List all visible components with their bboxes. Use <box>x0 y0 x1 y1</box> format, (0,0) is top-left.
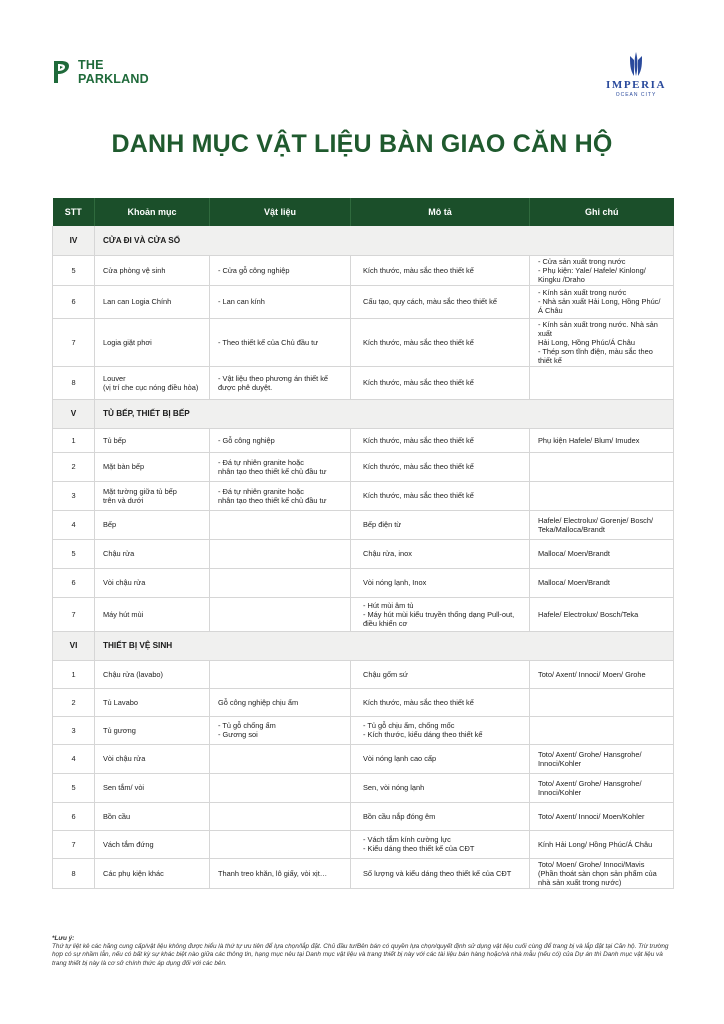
cell-stt: 6 <box>53 802 95 830</box>
section-name: TỦ BẾP, THIẾT BỊ BẾP <box>95 399 674 428</box>
cell-note: - Kính sản xuất trong nước. Nhà sản xuất Hải Long, Hồng Phúc/Á Châu - Thép sơn tĩnh điện, màu sắc theo thiết kế <box>530 318 674 366</box>
cell-item: Máy hút mùi <box>95 597 210 631</box>
cell-note: Toto/ Axent/ Innoci/ Moen/Kohler <box>530 802 674 830</box>
section-name: CỬA ĐI VÀ CỬA SỔ <box>95 226 674 255</box>
cell-material: Thanh treo khăn, lô giấy, vòi xịt… <box>210 858 351 888</box>
table-row <box>53 255 674 285</box>
cell-note: Phụ kiện Hafele/ Blum/ Imudex <box>530 428 674 452</box>
cell-material: - Đá tự nhiên granite hoặc nhân tạo theo thiết kế chủ đầu tư <box>210 481 351 510</box>
table-row <box>53 773 674 802</box>
cell-stt: 8 <box>53 858 95 888</box>
cell-item: Chậu rửa <box>95 539 210 568</box>
cell-stt: 1 <box>53 428 95 452</box>
cell-stt: 5 <box>53 255 95 285</box>
cell-material: - Theo thiết kế của Chủ đầu tư <box>210 318 351 366</box>
cell-note: Toto/ Moen/ Grohe/ Innoci/Mavis (Phần thoát sàn chọn sản phẩm của nhà sản xuất trong nước) <box>530 858 674 888</box>
cell-material <box>210 660 351 688</box>
cell-description: - Tủ gỗ chịu ẩm, chống mốc - Kích thước, kiểu dáng theo thiết kế <box>351 716 530 744</box>
cell-item: Louver (vị trí che cục nóng điều hòa) <box>95 366 210 399</box>
cell-description: Kích thước, màu sắc theo thiết kế <box>351 255 530 285</box>
table-body <box>53 226 674 888</box>
cell-description: Kích thước, màu sắc theo thiết kế <box>351 688 530 716</box>
cell-material: - Đá tự nhiên granite hoặc nhân tạo theo thiết kế chủ đầu tư <box>210 452 351 481</box>
cell-description: Kích thước, màu sắc theo thiết kế <box>351 452 530 481</box>
cell-description: Bếp điện từ <box>351 510 530 539</box>
cell-note <box>530 716 674 744</box>
table-header-row <box>53 198 674 226</box>
table-row <box>53 744 674 773</box>
cell-description: Kích thước, màu sắc theo thiết kế <box>351 481 530 510</box>
cell-note: Hafele/ Electrolux/ Gorenje/ Bosch/ Teka/Malloca/Brandt <box>530 510 674 539</box>
cell-description: Kích thước, màu sắc theo thiết kế <box>351 428 530 452</box>
section-code: IV <box>53 226 95 255</box>
cell-material: Gỗ công nghiệp chịu ẩm <box>210 688 351 716</box>
cell-material <box>210 510 351 539</box>
cell-material <box>210 744 351 773</box>
table-row <box>53 452 674 481</box>
cell-stt: 3 <box>53 481 95 510</box>
cell-stt: 5 <box>53 773 95 802</box>
cell-item: Tủ gương <box>95 716 210 744</box>
table-row <box>53 830 674 858</box>
cell-stt: 8 <box>53 366 95 399</box>
cell-note: Toto/ Axent/ Innoci/ Moen/ Grohe <box>530 660 674 688</box>
cell-note: Toto/ Axent/ Grohe/ Hansgrohe/ Innoci/Kohler <box>530 773 674 802</box>
cell-description: Số lượng và kiểu dáng theo thiết kế của CĐT <box>351 858 530 888</box>
cell-material <box>210 830 351 858</box>
cell-stt: 4 <box>53 744 95 773</box>
cell-description: Bồn cầu nắp đóng êm <box>351 802 530 830</box>
cell-material: - Tủ gỗ chống ẩm - Gương soi <box>210 716 351 744</box>
cell-note: Malloca/ Moen/Brandt <box>530 539 674 568</box>
cell-note <box>530 688 674 716</box>
cell-material: - Vật liệu theo phương án thiết kế được phê duyệt. <box>210 366 351 399</box>
brand-left-line1: THE <box>78 58 104 72</box>
cell-note: Malloca/ Moen/Brandt <box>530 568 674 597</box>
cell-material: - Cửa gỗ công nghiệp <box>210 255 351 285</box>
cell-item: Vòi chậu rửa <box>95 744 210 773</box>
cell-item: Mặt tường giữa tủ bếp trên và dưới <box>95 481 210 510</box>
cell-description: Vòi nóng lạnh, Inox <box>351 568 530 597</box>
cell-note: Toto/ Axent/ Grohe/ Hansgrohe/ Innoci/Kohler <box>530 744 674 773</box>
cell-item: Bồn cầu <box>95 802 210 830</box>
cell-description: Vòi nóng lạnh cao cấp <box>351 744 530 773</box>
cell-note: Kính Hải Long/ Hồng Phúc/Á Châu <box>530 830 674 858</box>
cell-item: Sen tắm/ vòi <box>95 773 210 802</box>
brand-right-name: IMPERIA <box>605 79 667 91</box>
section-row <box>53 631 674 660</box>
cell-item: Cửa phòng vệ sinh <box>95 255 210 285</box>
section-row <box>53 226 674 255</box>
col-header-material: Vật liệu <box>210 198 351 226</box>
cell-note: - Cửa sản xuất trong nước - Phụ kiện: Yale/ Hafele/ Kinlong/ Kingku /Draho <box>530 255 674 285</box>
cell-stt: 5 <box>53 539 95 568</box>
cell-item: Logia giặt phơi <box>95 318 210 366</box>
parkland-leaf-icon <box>50 59 72 85</box>
cell-stt: 4 <box>53 510 95 539</box>
table-row <box>53 858 674 888</box>
cell-description: - Vách tắm kính cường lực - Kiểu dáng theo thiết kế của CĐT <box>351 830 530 858</box>
col-header-stt: STT <box>53 198 95 226</box>
cell-stt: 7 <box>53 830 95 858</box>
cell-material: - Lan can kính <box>210 285 351 318</box>
cell-note: - Kính sản xuất trong nước - Nhà sản xuất Hải Long, Hồng Phúc/ Á Châu <box>530 285 674 318</box>
section-code: V <box>53 399 95 428</box>
cell-description: Kích thước, màu sắc theo thiết kế <box>351 318 530 366</box>
cell-item: Tủ Lavabo <box>95 688 210 716</box>
cell-item: Các phụ kiện khác <box>95 858 210 888</box>
footnote-text: Thứ tự liệt kê các hãng cung cấp/vật liệu không được hiểu là thứ tự ưu tiên để lựa chọn/lắp đặt. Chủ đầu tư/Bên bán có quyền lựa chọn/quyết định sử dụng vật liệu cuối cùng để trang bị và lắp đặt tại Căn hộ. Trừ trường hợp có sự nhầm lẫn, nếu có bất kỳ sự khác biệt nào giữa các thông tin, hạng mục nêu tại Danh mục vật liệu và trang thiết bị này với các tài liệu bán hàng hoặc/và nhà mẫu (nếu có) của Dự án thì Danh mục vật liệu và trang thiết bị này là cơ sở chính thức áp dụng đối với các bên. <box>52 943 669 967</box>
cell-note <box>530 366 674 399</box>
page-title: DANH MỤC VẬT LIỆU BÀN GIAO CĂN HỘ <box>111 130 613 158</box>
cell-item: Tủ bếp <box>95 428 210 452</box>
cell-description: Cấu tạo, quy cách, màu sắc theo thiết kế <box>351 285 530 318</box>
cell-description: - Hút mùi âm tủ - Máy hút mùi kiểu truyền thống dạng Pull-out, điều khiển cơ <box>351 597 530 631</box>
cell-stt: 2 <box>53 688 95 716</box>
section-name: THIẾT BỊ VỆ SINH <box>95 631 674 660</box>
cell-stt: 6 <box>53 568 95 597</box>
cell-material <box>210 773 351 802</box>
cell-stt: 1 <box>53 660 95 688</box>
table-row <box>53 597 674 631</box>
cell-item: Vách tắm đứng <box>95 830 210 858</box>
table-row <box>53 802 674 830</box>
table-row <box>53 510 674 539</box>
cell-note <box>530 481 674 510</box>
parkland-logo <box>50 58 149 86</box>
col-header-item: Khoản mục <box>95 198 210 226</box>
footnote-title: *Lưu ý: <box>52 935 75 942</box>
cell-material <box>210 568 351 597</box>
table-row <box>53 428 674 452</box>
col-header-description: Mô tả <box>351 198 530 226</box>
cell-material <box>210 802 351 830</box>
imperia-logo <box>600 52 672 98</box>
cell-description: Kích thước, màu sắc theo thiết kế <box>351 366 530 399</box>
table-row <box>53 318 674 366</box>
table-row <box>53 285 674 318</box>
materials-table <box>52 198 674 889</box>
cell-stt: 3 <box>53 716 95 744</box>
section-code: VI <box>53 631 95 660</box>
cell-item: Lan can Logia Chính <box>95 285 210 318</box>
cell-material: - Gỗ công nghiệp <box>210 428 351 452</box>
table-row <box>53 660 674 688</box>
cell-item: Mặt bàn bếp <box>95 452 210 481</box>
cell-stt: 6 <box>53 285 95 318</box>
cell-description: Sen, vòi nóng lạnh <box>351 773 530 802</box>
footnote <box>52 935 677 968</box>
table-row <box>53 366 674 399</box>
section-row <box>53 399 674 428</box>
table-row <box>53 688 674 716</box>
cell-description: Chậu rửa, inox <box>351 539 530 568</box>
cell-item: Vòi chậu rửa <box>95 568 210 597</box>
imperia-emblem-icon <box>624 52 648 78</box>
cell-item: Chậu rửa (lavabo) <box>95 660 210 688</box>
cell-material <box>210 539 351 568</box>
cell-stt: 2 <box>53 452 95 481</box>
table-row <box>53 716 674 744</box>
cell-material <box>210 597 351 631</box>
cell-item: Bếp <box>95 510 210 539</box>
table-row <box>53 568 674 597</box>
brand-right-sub: OCEAN CITY <box>615 92 657 98</box>
cell-stt: 7 <box>53 318 95 366</box>
cell-note: Hafele/ Electrolux/ Bosch/Teka <box>530 597 674 631</box>
cell-description: Chậu gốm sứ <box>351 660 530 688</box>
table-row <box>53 481 674 510</box>
brand-left-line2: PARKLAND <box>78 72 149 86</box>
cell-note <box>530 452 674 481</box>
cell-stt: 7 <box>53 597 95 631</box>
table-row <box>53 539 674 568</box>
col-header-note: Ghi chú <box>530 198 674 226</box>
